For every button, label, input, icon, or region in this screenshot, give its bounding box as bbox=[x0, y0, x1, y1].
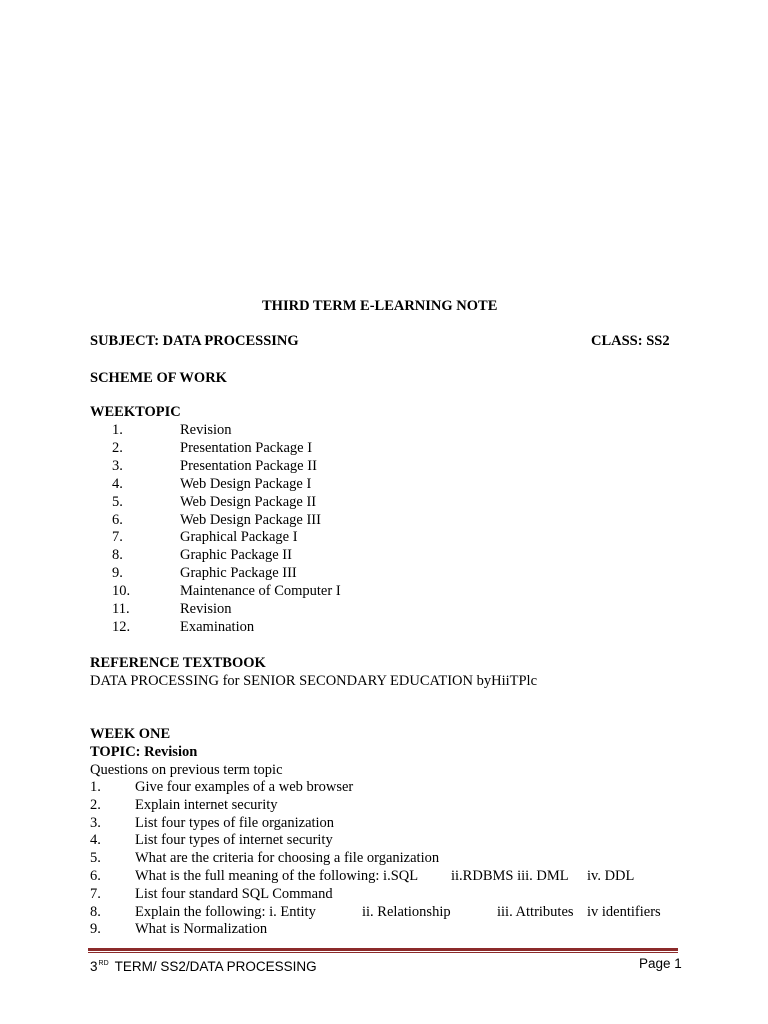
scheme-item-topic: Web Design Package II bbox=[180, 493, 317, 510]
scheme-item-topic: Graphic Package III bbox=[180, 565, 297, 582]
scheme-item-number: 7. bbox=[112, 529, 123, 546]
question-text: Give four examples of a web browser bbox=[135, 779, 354, 795]
question-number: 5. bbox=[90, 850, 101, 867]
question-subpart: iii. Attributes bbox=[497, 903, 574, 920]
question-text: List four standard SQL Command bbox=[135, 885, 333, 902]
scheme-item-topic: Web Design Package III bbox=[180, 511, 321, 528]
scheme-item-topic: Examination bbox=[180, 618, 255, 635]
question-number: 4. bbox=[90, 832, 101, 849]
scheme-item-number: 11. bbox=[112, 601, 130, 617]
scheme-item-number: 12. bbox=[112, 618, 131, 635]
question-number: 6. bbox=[90, 868, 101, 884]
scheme-item-topic: Web Design Package I bbox=[180, 475, 312, 492]
scheme-item-topic: Revision bbox=[180, 601, 232, 617]
class-label: CLASS: SS2 bbox=[591, 333, 670, 349]
footer-term-sup: RD bbox=[98, 960, 109, 967]
reference-text: DATA PROCESSING for SENIOR SECONDARY EDUCATION byHiiTPlc bbox=[90, 673, 538, 689]
footer-term-num: 3 bbox=[90, 959, 98, 974]
topic-heading: TOPIC: Revision bbox=[90, 744, 198, 760]
questions-intro: Questions on previous term topic bbox=[90, 762, 283, 778]
scheme-heading: SCHEME OF WORK bbox=[90, 370, 227, 386]
scheme-item-topic: Presentation Package I bbox=[180, 439, 313, 456]
question-text: List four types of file organization bbox=[135, 814, 335, 831]
question-text: Explain the following: i. Entity bbox=[135, 903, 316, 920]
question-number: 7. bbox=[90, 885, 101, 902]
weektopic-heading: WEEKTOPIC bbox=[90, 404, 181, 420]
question-subpart: ii. Relationship bbox=[362, 903, 451, 920]
question-number: 1. bbox=[90, 779, 101, 795]
reference-heading: REFERENCE TEXTBOOK bbox=[90, 655, 266, 671]
question-text: List four types of internet security bbox=[135, 832, 333, 849]
question-number: 3. bbox=[90, 814, 101, 831]
scheme-item-number: 9. bbox=[112, 565, 123, 582]
question-number: 2. bbox=[90, 796, 101, 813]
document-title: THIRD TERM E-LEARNING NOTE bbox=[262, 298, 498, 314]
scheme-item-number: 4. bbox=[112, 475, 123, 492]
question-number: 8. bbox=[90, 903, 101, 920]
scheme-item-number: 2. bbox=[112, 439, 123, 456]
question-text: What is Normalization bbox=[135, 921, 268, 938]
scheme-item-number: 8. bbox=[112, 547, 123, 564]
scheme-item-number: 10. bbox=[112, 583, 131, 600]
subject-line: SUBJECT: DATA PROCESSING bbox=[90, 333, 299, 349]
week-heading: WEEK ONE bbox=[90, 726, 171, 742]
question-text: What are the criteria for choosing a file organization bbox=[135, 850, 440, 867]
question-subpart: ii.RDBMS iii. DML bbox=[451, 868, 569, 884]
scheme-item-topic: Graphic Package II bbox=[180, 547, 292, 564]
question-subpart: iv. DDL bbox=[587, 868, 635, 884]
question-text: What is the full meaning of the following: i.SQL bbox=[135, 868, 419, 884]
footer-rule bbox=[88, 948, 678, 951]
scheme-item-number: 3. bbox=[112, 457, 123, 474]
scheme-item-topic: Presentation Package II bbox=[180, 457, 317, 474]
question-text: Explain internet security bbox=[135, 796, 278, 813]
question-subpart: iv identifiers bbox=[587, 903, 661, 920]
footer-term-rest: TERM/ SS2/DATA PROCESSING bbox=[114, 959, 317, 974]
question-number: 9. bbox=[90, 921, 101, 938]
scheme-item-number: 6. bbox=[112, 511, 123, 528]
scheme-item-topic: Maintenance of Computer I bbox=[180, 583, 341, 600]
scheme-item-number: 5. bbox=[112, 493, 123, 510]
footer-rule-thin bbox=[88, 952, 678, 953]
scheme-item-topic: Revision bbox=[180, 422, 232, 438]
footer-page-number: Page 1 bbox=[639, 956, 682, 971]
scheme-item-number: 1. bbox=[112, 422, 123, 438]
footer-term bbox=[90, 955, 317, 976]
scheme-item-topic: Graphical Package I bbox=[180, 529, 298, 546]
